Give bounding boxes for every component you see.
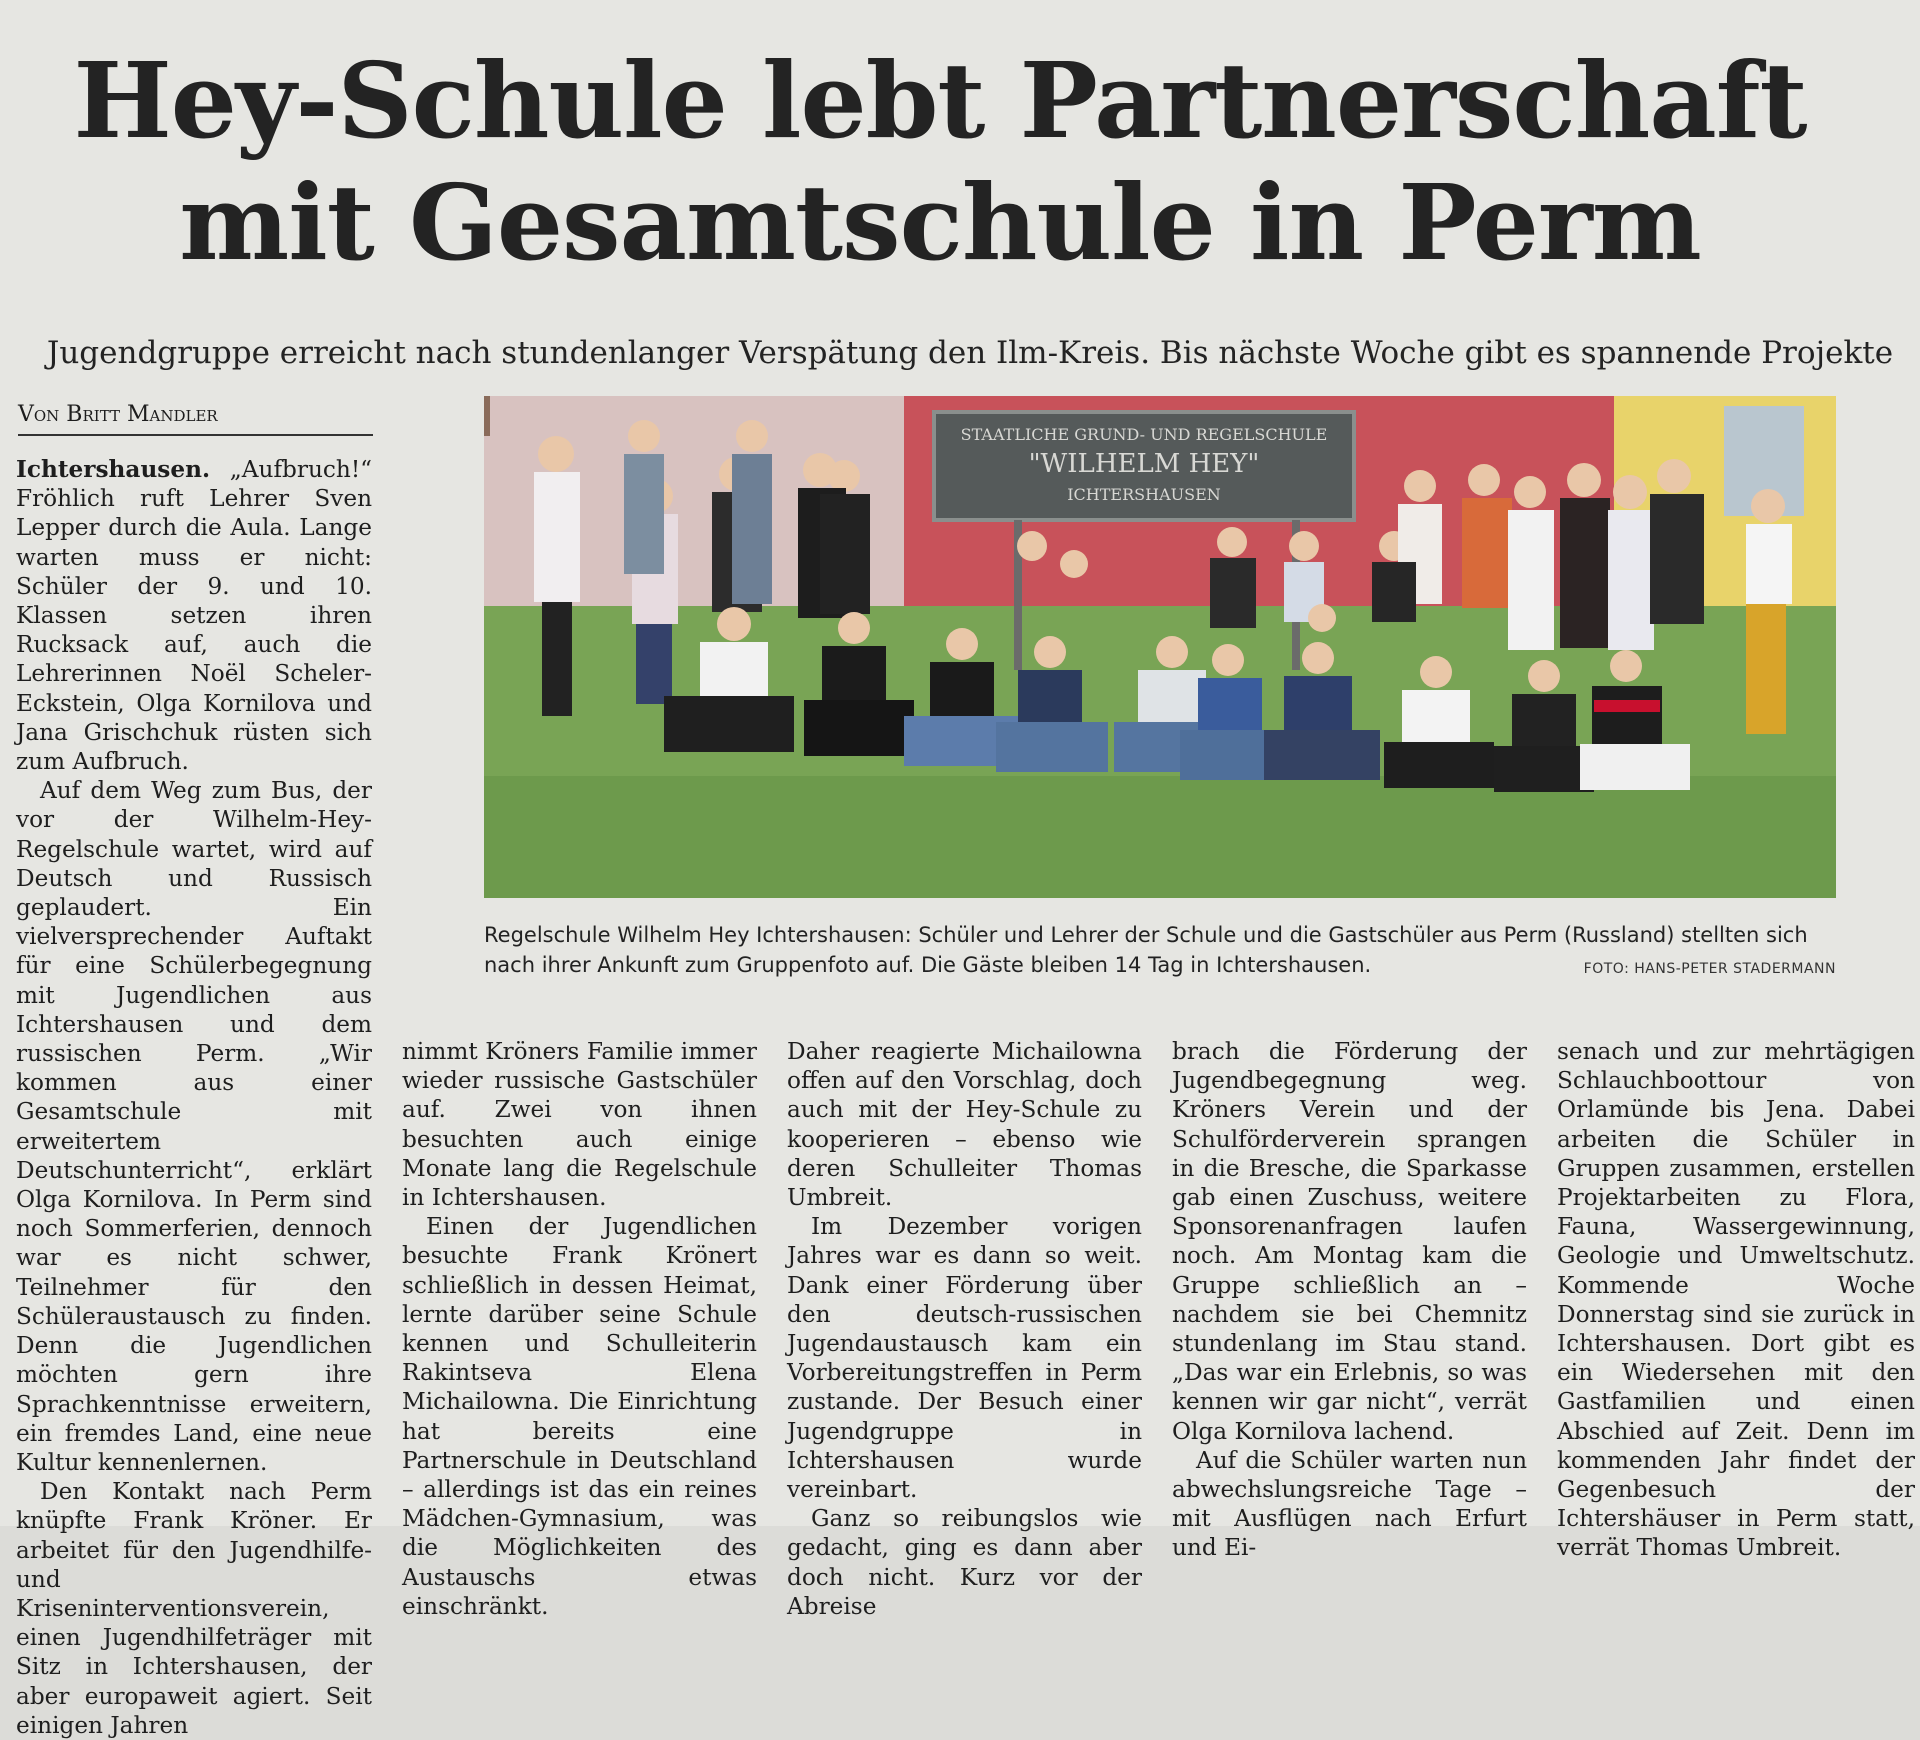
article-column-3 bbox=[787, 1037, 1142, 1620]
paragraph: nimmt Kröners Familie immer wieder russische Gastschüler auf. Zwei von ihnen besuchten auch einige Monate lang die Regelschule in Ichtershausen. bbox=[402, 1038, 757, 1212]
paragraph: Auf die Schüler warten nun abwechslungsreiche Tage – mit Ausflügen nach Erfurt und Ei- bbox=[1172, 1446, 1527, 1562]
photo-caption: Regelschule Wilhelm Hey Ichtershausen: Schüler und Lehrer der Schule und die Gastschüler aus Perm (Russland) stellten sich nach ihrer Ankunft zum Gruppenfoto auf. Die Gäste bleiben 14 Tag in Ichtershausen. bbox=[484, 923, 1808, 977]
article-column-5 bbox=[1557, 1037, 1915, 1562]
paragraph: Im Dezember vorigen Jahres war es dann so weit. Dank einer Förderung über den deutsch-russischen Jugendaustausch kam ein Vorbereitungstreffen in Perm zustande. Der Besuch einer Jugendgruppe in Ichtershausen wurde vereinbart. bbox=[787, 1213, 1142, 1504]
paragraph: Den Kontakt nach Perm knüpfte Frank Kröner. Er arbeitet für den Jugendhilfe- und Kriseninterventionsverein, einen Jugendhilfeträger mit Sitz in Ichtershausen, der aber europaweit agiert. Seit einigen Jahren bbox=[16, 1478, 372, 1739]
group-photo bbox=[484, 396, 1836, 898]
dateline: Ichtershausen. bbox=[16, 456, 211, 483]
jersey-stripe bbox=[1594, 700, 1660, 712]
sign-text-line-1: STAATLICHE GRUND- UND REGELSCHULE bbox=[960, 425, 1328, 444]
paragraph: Daher reagierte Michailowna offen auf den Vorschlag, doch auch mit der Hey-Schule zu kooperieren – ebenso wie deren Schulleiter Thomas Umbreit. bbox=[787, 1038, 1142, 1212]
paragraph-text: „Aufbruch!“ Fröhlich ruft Lehrer Sven Lepper durch die Aula. Lange warten muss er nicht: Schüler der 9. und 10. Klassen setzen ihren Rucksack auf, auch die Lehrerinnen Noël Scheler-Eckstein, Olga Kornilova und Jana Grischchuk rüsten sich zum Aufbruch. bbox=[16, 456, 372, 776]
article-column-2 bbox=[402, 1037, 757, 1620]
paragraph bbox=[16, 455, 372, 776]
group-photo-image bbox=[484, 396, 1836, 898]
subheadline: Jugendgruppe erreicht nach stundenlanger Verspätung den Ilm-Kreis. Bis nächste Woche gibt es spannende Projekte bbox=[46, 335, 1894, 371]
sign-text-line-3: ICHTERSHAUSEN bbox=[1067, 485, 1221, 504]
paragraph: Einen der Jugendlichen besuchte Frank Krönert schließlich in dessen Heimat, lernte darüber seine Schule kennen und Schulleiterin Rakintseva Elena Michailowna. Die Einrichtung hat bereits eine Partnerschule in Deutschland – allerdings ist das ein reines Mädchen-Gymnasium, was die Möglichkeiten des Austauschs etwas einschränkt. bbox=[402, 1213, 757, 1620]
paragraph: senach und zur mehrtägigen Schlauchboottour von Orlamünde bis Jena. Dabei arbeiten die Schüler in Gruppen zusammen, erstellen Projektarbeiten zu Flora, Fauna, Wassergewinnung, Geologie und Umweltschutz. Kommende Woche Donnerstag sind sie zurück in Ichtershausen. Dort gibt es ein Wiedersehen mit den Gastfamilien und einen Abschied auf Zeit. Denn im kommenden Jahr findet der Gegenbesuch der Ichtershäuser in Perm statt, verrät Thomas Umbreit. bbox=[1557, 1038, 1915, 1562]
photo-credit: FOTO: HANS-PETER STADERMANN bbox=[1583, 961, 1836, 977]
headline bbox=[60, 40, 1820, 284]
paragraph: Auf dem Weg zum Bus, der vor der Wilhelm-Hey-Regelschule wartet, wird auf Deutsch und Russisch geplaudert. Ein vielversprechender Auftakt für eine Schülerbegegnung mit Jugendlichen aus Ichtershausen und dem russischen Perm. „Wir kommen aus einer Gesamtschule mit erweitertem Deutschunterricht“, erklärt Olga Kornilova. In Perm sind noch Sommerferien, dennoch war es nicht schwer, Teilnehmer für den Schüleraustausch zu finden. Denn die Jugendlichen möchten gern ihre Sprachkenntnisse erweitern, ein fremdes Land, eine neue Kultur kennenlernen. bbox=[16, 777, 372, 1476]
article-column-4 bbox=[1172, 1037, 1527, 1562]
headline-line-2: mit Gesamtschule in Perm bbox=[179, 161, 1701, 284]
headline-line-1: Hey-Schule lebt Partnerschaft bbox=[73, 39, 1807, 162]
sign-text-line-2: "WILHELM HEY" bbox=[1028, 449, 1260, 479]
tree-branch bbox=[484, 396, 490, 436]
article-column-1 bbox=[16, 455, 372, 1739]
paragraph: Ganz so reibungslos wie gedacht, ging es dann aber doch nicht. Kurz vor der Abreise bbox=[787, 1505, 1142, 1620]
byline: Von Britt Mandler bbox=[18, 400, 373, 436]
paragraph: brach die Förderung der Jugendbegegnung weg. Kröners Verein und der Schulförderverein sprangen in die Bresche, die Sparkasse gab einen Zuschuss, weitere Sponsorenanfragen laufen noch. Am Montag kam die Gruppe schließlich an – nachdem sie bei Chemnitz stundenlang im Stau stand. „Das war ein Erlebnis, so was kennen wir gar nicht“, verrät Olga Kornilova lachend. bbox=[1172, 1038, 1527, 1445]
